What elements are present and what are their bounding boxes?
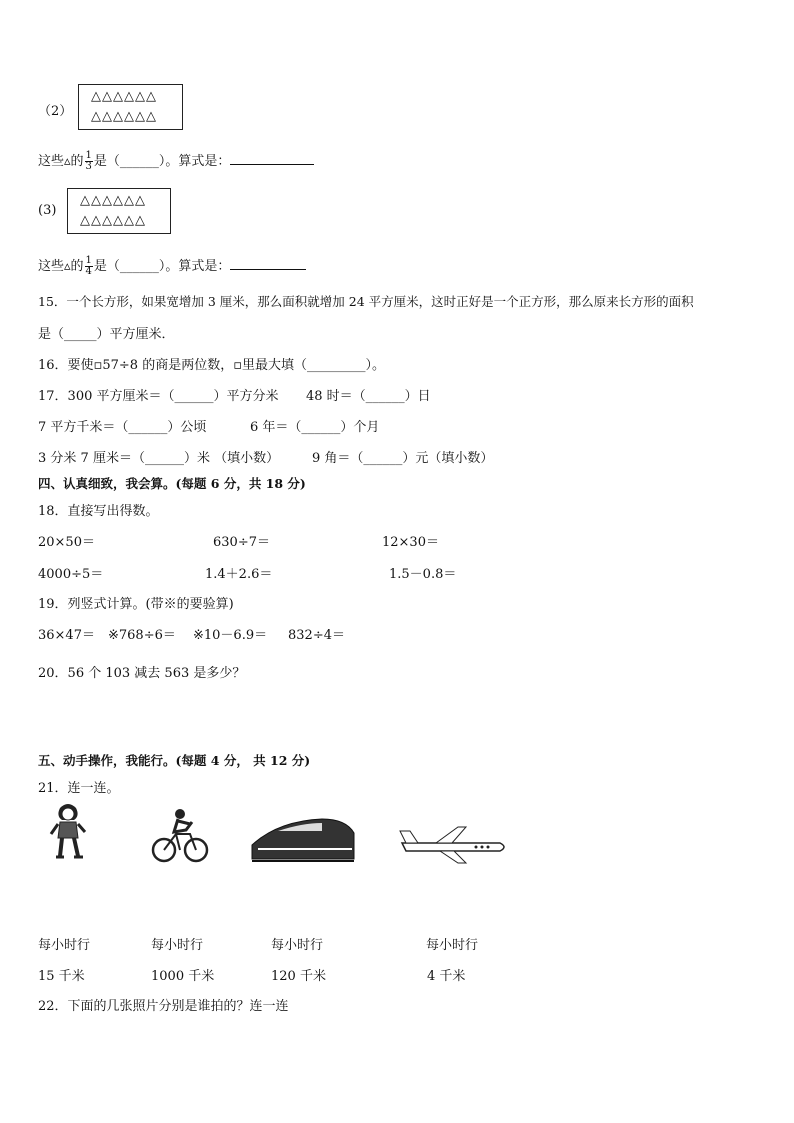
q17-item-e: 3 分米 7 厘米＝（______）米 （填小数）: [38, 451, 280, 466]
q3-triangle-row-1: △△△△△△: [80, 193, 146, 208]
q2-fraction: [85, 151, 93, 172]
speed-label-2: 每小时行: [151, 938, 204, 953]
q18-r2c1: 4000÷5＝: [38, 567, 104, 582]
q20-text: 20．56 个 103 减去 563 是多少？: [38, 666, 246, 681]
q3-suffix: ）。算式是：: [158, 259, 231, 274]
q3-triangle-box: [67, 188, 171, 234]
q17-item-d: 6 年＝（______）个月: [250, 420, 380, 435]
q18-r1c1: 20×50＝: [38, 535, 95, 550]
q3-mid: 是（: [93, 259, 120, 274]
q18-title: 18．直接写出得数。: [38, 504, 159, 519]
q2-label: （2）: [38, 104, 73, 119]
q2-triangle-box: [78, 84, 183, 130]
q18-r1c3: 12×30＝: [382, 535, 439, 550]
q19-title: 19．列竖式计算。(带※的要验算): [38, 597, 234, 612]
q2-answer-line[interactable]: [230, 152, 314, 165]
airplane-icon: [396, 825, 508, 865]
q15-line2: 是（_____）平方厘米．: [38, 327, 175, 342]
q19-item-3: ※10－6.9＝: [193, 628, 268, 643]
q17-item-c: 7 平方千米＝（______）公顷: [38, 420, 207, 435]
q16-text: 16．要使▫57÷8 的商是两位数，▫里最大填（_________）。: [38, 358, 386, 373]
q19-item-1: 36×47＝: [38, 628, 95, 643]
speed-value-1[interactable]: 15 千米: [38, 969, 85, 984]
q3-question: [38, 255, 306, 277]
q3-fraction: [85, 256, 93, 277]
q2-triangle-row-2: △△△△△△: [91, 109, 157, 124]
speed-label-4: 每小时行: [426, 938, 479, 953]
speed-value-3[interactable]: 120 千米: [271, 969, 326, 984]
q17-item-a: 17．300 平方厘米＝（______）平方分米: [38, 389, 279, 404]
q21-title: 21．连一连。: [38, 781, 120, 796]
q2-prefix: 这些▵的: [38, 154, 84, 169]
q3-blank: ______: [119, 259, 159, 274]
q3-label: (3): [38, 203, 57, 218]
speed-value-2[interactable]: 1000 千米: [151, 969, 215, 984]
section5-title: 五、动手操作，我能行。(每题 4 分， 共 12 分): [38, 753, 311, 768]
walking-girl-icon: [46, 800, 90, 862]
q22-text: 22．下面的几张照片分别是谁拍的？连一连: [38, 999, 289, 1014]
q19-item-4: 832÷4＝: [288, 628, 345, 643]
q3-prefix: 这些▵的: [38, 259, 84, 274]
q3-fraction-num: 1: [85, 255, 92, 266]
speed-label-1: 每小时行: [38, 938, 91, 953]
q2-question: [38, 150, 314, 172]
q2-fraction-num: 1: [85, 150, 92, 161]
q2-blank: ______: [119, 154, 159, 169]
q2-mid: 是（: [93, 154, 120, 169]
high-speed-train-icon: [248, 815, 358, 865]
q15-line1: 15．一个长方形，如果宽增加 3 厘米，那么面积就增加 24 平方厘米，这时正好是一个正方形，那么原来长方形的面积: [38, 294, 694, 309]
speed-label-3: 每小时行: [271, 938, 324, 953]
q3-triangle-row-2: △△△△△△: [80, 213, 146, 228]
q18-r2c2: 1.4＋2.6＝: [205, 567, 273, 582]
q2-triangle-row-1: △△△△△△: [91, 89, 157, 104]
q3-fraction-den: 4: [85, 266, 92, 277]
q17-item-b: 48 时＝（______）日: [306, 389, 431, 404]
q3-answer-line[interactable]: [230, 257, 306, 270]
q19-item-2: ※768÷6＝: [108, 628, 176, 643]
q18-r1c2: 630÷7＝: [213, 535, 270, 550]
q18-r2c3: 1.5－0.8＝: [389, 567, 457, 582]
section4-title: 四、认真细致，我会算。(每题 6 分，共 18 分): [38, 476, 306, 491]
q2-fraction-den: 3: [85, 161, 92, 172]
q2-suffix: ）。算式是：: [158, 154, 231, 169]
q17-item-f: 9 角＝（______）元（填小数）: [312, 451, 494, 466]
speed-value-4[interactable]: 4 千米: [427, 969, 466, 984]
cyclist-icon: [150, 806, 210, 866]
